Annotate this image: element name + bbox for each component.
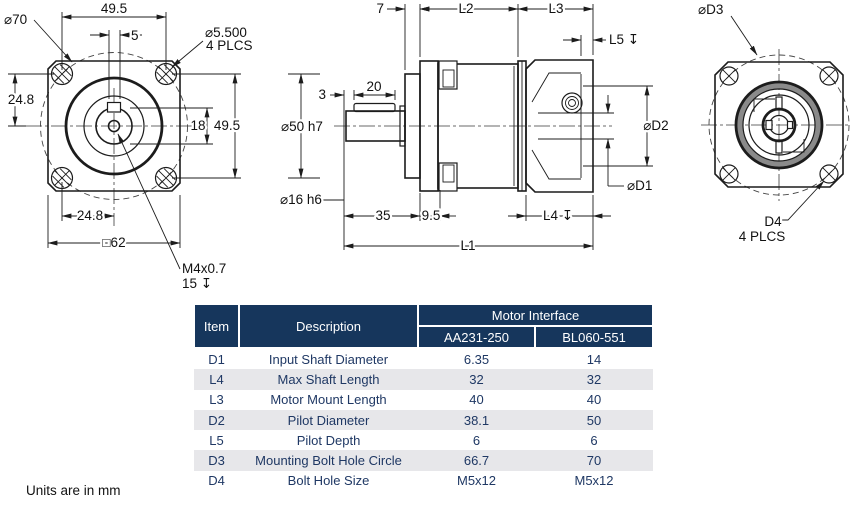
value-cell: 38.1 (463, 412, 490, 428)
description-cell: Pilot Depth (296, 432, 361, 448)
value-cell: 50 (586, 412, 602, 428)
dim-front-bolt-circle-dia: ⌀70 (4, 12, 28, 27)
dim-side-key-offset: 3 (318, 87, 326, 102)
item-cell: D2 (208, 412, 225, 428)
units-note: Units are in mm (26, 483, 121, 498)
side-adapter-screw (562, 93, 582, 113)
side-adapter-screw-socket (569, 100, 576, 107)
dim-side-d1: ⌀D1 (627, 178, 653, 193)
rear-bore-key (788, 122, 793, 129)
dim-side-shaft-dia: ⌀16 h6 (280, 192, 322, 207)
header-motor-interface: Motor Interface (418, 304, 653, 326)
value-cell: 14 (586, 351, 602, 367)
rear-bolt-hole (720, 67, 738, 85)
rear-bolt-hole (720, 165, 738, 183)
dim-side-l2: L2 (458, 1, 474, 16)
dim-side-shaft-length: 35 (375, 208, 391, 223)
dim-front-tap-note-1: M4x0.7 (182, 261, 227, 276)
table-row (194, 348, 653, 369)
front-view (4, 1, 253, 291)
item-cell: D3 (208, 453, 225, 469)
dim-front-hole-spacing-v: 49.5 (213, 118, 241, 133)
value-cell: 6 (590, 432, 598, 448)
description-cell: Input Shaft Diameter (268, 351, 389, 367)
item-cell: D1 (208, 351, 225, 367)
header-motor-2: BL060-551 (535, 326, 653, 348)
rear-bore-slot (766, 121, 772, 130)
dim-side-l3: L3 (548, 1, 564, 16)
dim-rear-d3: ⌀D3 (698, 2, 724, 17)
value-cell: 6 (472, 432, 481, 448)
table-row (194, 450, 653, 470)
dim-side-d2: ⌀D2 (643, 118, 669, 133)
value-cell: 40 (469, 392, 484, 408)
item-cell: L3 (209, 392, 224, 408)
header-motor-1: AA231-250 (418, 326, 535, 348)
value-cell: 66.7 (463, 453, 490, 469)
front-keyway (108, 103, 121, 113)
table-row (194, 471, 653, 491)
item-cell: L5 (209, 432, 224, 448)
dim-front-hole-note-1: ⌀5.500 (205, 25, 247, 40)
value-cell: 40 (586, 392, 602, 408)
dim-front-offset-bottom: 24.8 (76, 208, 104, 223)
value-cell: 70 (586, 453, 602, 469)
dim-side-l1: L1 (460, 238, 476, 253)
description-cell: Bolt Hole Size (287, 473, 370, 489)
table-header (194, 304, 653, 348)
value-cell: M5x12 (456, 473, 497, 489)
motor-interface-table (193, 303, 654, 491)
rear-bolt-hole (820, 165, 838, 183)
dim-front-offset-left: 24.8 (7, 92, 35, 107)
table-row (194, 390, 653, 410)
table-row (194, 410, 653, 430)
value-cell: M5x12 (574, 473, 614, 489)
dim-rear-d4-note: 4 PLCS (738, 229, 786, 244)
dim-front-tap-note-2: 15 ↧ (182, 276, 213, 291)
dim-side-l4: L4 ↧ (542, 208, 574, 223)
dim-rear-d4: D4 (764, 214, 782, 229)
side-adapter-screw-inner (566, 97, 579, 110)
description-cell: Mounting Bolt Hole Circle (255, 453, 402, 469)
description-cell: Pilot Diameter (287, 412, 370, 428)
rear-leader-lines (731, 16, 824, 220)
dim-front-hole-spacing-h: 49.5 (100, 1, 128, 16)
side-view (280, 1, 669, 253)
dim-side-flange-width: 9.5 (421, 208, 441, 223)
dim-front-shaft: 18 (190, 118, 206, 133)
header-item: Item (194, 304, 239, 348)
rear-bolt-hole (820, 67, 838, 85)
dim-front-hole-note-2: 4 PLCS (206, 38, 253, 53)
rear-view (698, 2, 850, 244)
description-cell: Motor Mount Length (270, 392, 387, 408)
value-cell: 32 (469, 371, 484, 387)
item-cell: L4 (209, 371, 224, 387)
item-cell: D4 (208, 473, 225, 489)
value-cell: 32 (586, 371, 602, 387)
table-row (194, 430, 653, 450)
value-cell: 6.35 (463, 351, 490, 367)
dim-front-key-width: 5 (131, 28, 139, 43)
table-row (194, 369, 653, 389)
description-cell: Max Shaft Length (277, 371, 380, 387)
dim-side-pilot-dia: ⌀50 h7 (281, 119, 323, 134)
header-description: Description (239, 304, 418, 348)
side-dimension-lines (288, 4, 653, 250)
dim-side-l5: L5 ↧ (609, 32, 640, 47)
dim-front-square-size: □62 (102, 235, 126, 250)
dim-side-key-length: 20 (366, 79, 382, 94)
dim-side-boss-width: 7 (376, 1, 384, 16)
